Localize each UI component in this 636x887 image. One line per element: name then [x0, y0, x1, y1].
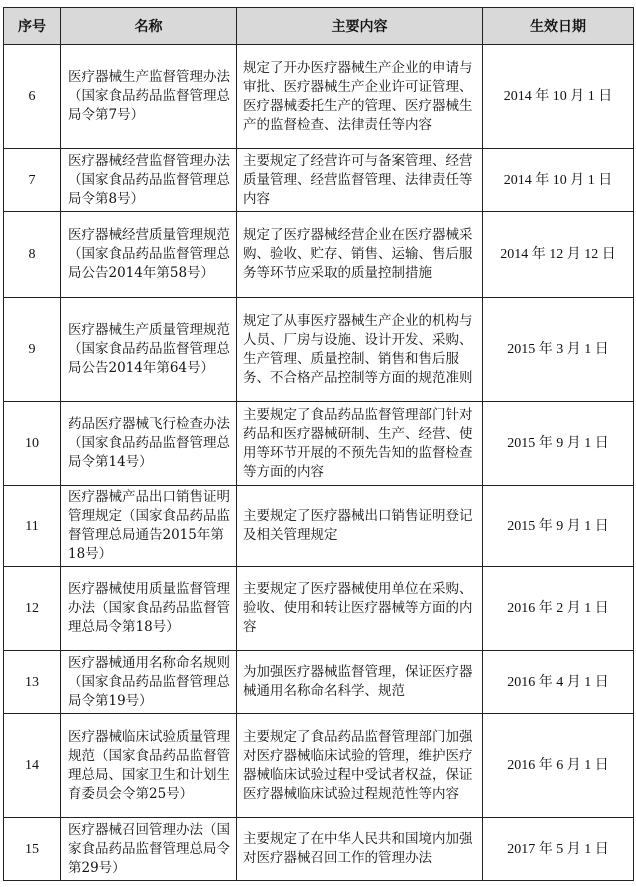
row-date: 2016 年 6 月 1 日 — [483, 714, 634, 818]
row-num: 11 — [4, 486, 61, 567]
row-content: 主要规定了在中华人民共和国境内加强对医疗器械召回工作的管理办法 — [237, 818, 483, 881]
row-num: 15 — [4, 818, 61, 881]
row-content: 规定了开办医疗器械生产企业的申请与审批、医疗器械生产企业许可证管理、医疗器械委托生产的管理、医疗器械生产的监督检查、法律责任等内容 — [237, 45, 483, 149]
row-name: 药品医疗器械飞行检查办法（国家食品药品监督管理总局令第14号） — [61, 402, 237, 486]
row-content: 主要规定了食品药品监督管理部门加强对医疗器械临床试验的管理，维护医疗器械临床试验过程中受试者权益，保证医疗器械临床试验过程规范性等内容 — [237, 714, 483, 818]
row-content: 为加强医疗器械监督管理，保证医疗器械通用名称命名科学、规范 — [237, 651, 483, 714]
table-row — [4, 714, 634, 818]
regulations-table — [3, 7, 634, 881]
row-num: 7 — [4, 149, 61, 212]
row-num: 10 — [4, 402, 61, 486]
row-name: 医疗器械经营监督管理办法（国家食品药品监督管理总局令第8号） — [61, 149, 237, 212]
header-content: 主要内容 — [237, 8, 483, 45]
row-date: 2016 年 4 月 1 日 — [483, 651, 634, 714]
table-row — [4, 45, 634, 149]
row-num: 6 — [4, 45, 61, 149]
row-content: 主要规定了经营许可与备案管理、经营质量管理、经营监督管理、法律责任等内容 — [237, 149, 483, 212]
row-name: 医疗器械通用名称命名规则（国家食品药品监督管理总局令第19号） — [61, 651, 237, 714]
row-date: 2016 年 2 月 1 日 — [483, 567, 634, 651]
header-num: 序号 — [4, 8, 61, 45]
table-row — [4, 298, 634, 402]
row-name: 医疗器械使用质量监督管理办法（国家食品药品监督管理总局令第18号） — [61, 567, 237, 651]
row-date: 2017 年 5 月 1 日 — [483, 818, 634, 881]
row-name: 医疗器械产品出口销售证明管理规定（国家食品药品监督管理总局通告2015年第18号） — [61, 486, 237, 567]
row-date: 2015 年 9 月 1 日 — [483, 486, 634, 567]
table-row — [4, 212, 634, 298]
row-name: 医疗器械临床试验质量管理规范（国家食品药品监督管理总局、国家卫生和计划生育委员会令第25号） — [61, 714, 237, 818]
table-row — [4, 486, 634, 567]
table-row — [4, 149, 634, 212]
row-num: 12 — [4, 567, 61, 651]
row-name: 医疗器械生产监督管理办法（国家食品药品监督管理总局令第7号） — [61, 45, 237, 149]
row-date: 2014 年 12 月 12 日 — [483, 212, 634, 298]
row-date: 2015 年 3 月 1 日 — [483, 298, 634, 402]
table-row — [4, 567, 634, 651]
row-date: 2014 年 10 月 1 日 — [483, 149, 634, 212]
header-row — [4, 8, 634, 45]
row-num: 14 — [4, 714, 61, 818]
row-name: 医疗器械经营质量管理规范（国家食品药品监督管理总局公告2014年第58号） — [61, 212, 237, 298]
row-num: 13 — [4, 651, 61, 714]
row-date: 2015 年 9 月 1 日 — [483, 402, 634, 486]
table-row — [4, 402, 634, 486]
row-name: 医疗器械召回管理办法（国家食品药品监督管理总局令第29号） — [61, 818, 237, 881]
header-name: 名称 — [61, 8, 237, 45]
row-num: 9 — [4, 298, 61, 402]
row-content: 规定了医疗器械经营企业在医疗器械采购、验收、贮存、销售、运输、售后服务等环节应采取的质量控制措施 — [237, 212, 483, 298]
row-name: 医疗器械生产质量管理规范（国家食品药品监督管理总局公告2014年第64号） — [61, 298, 237, 402]
table-row — [4, 651, 634, 714]
row-content: 主要规定了医疗器械使用单位在采购、验收、使用和转让医疗器械等方面的内容 — [237, 567, 483, 651]
row-content: 规定了从事医疗器械生产企业的机构与人员、厂房与设施、设计开发、采购、生产管理、质量控制、销售和售后服务、不合格产品控制等方面的规范准则 — [237, 298, 483, 402]
row-content: 主要规定了食品药品监督管理部门针对药品和医疗器械研制、生产、经营、使用等环节开展的不预先告知的监督检查等方面的内容 — [237, 402, 483, 486]
row-content: 主要规定了医疗器械出口销售证明登记及相关管理规定 — [237, 486, 483, 567]
table-row — [4, 818, 634, 881]
row-num: 8 — [4, 212, 61, 298]
row-date: 2014 年 10 月 1 日 — [483, 45, 634, 149]
header-date: 生效日期 — [483, 8, 634, 45]
